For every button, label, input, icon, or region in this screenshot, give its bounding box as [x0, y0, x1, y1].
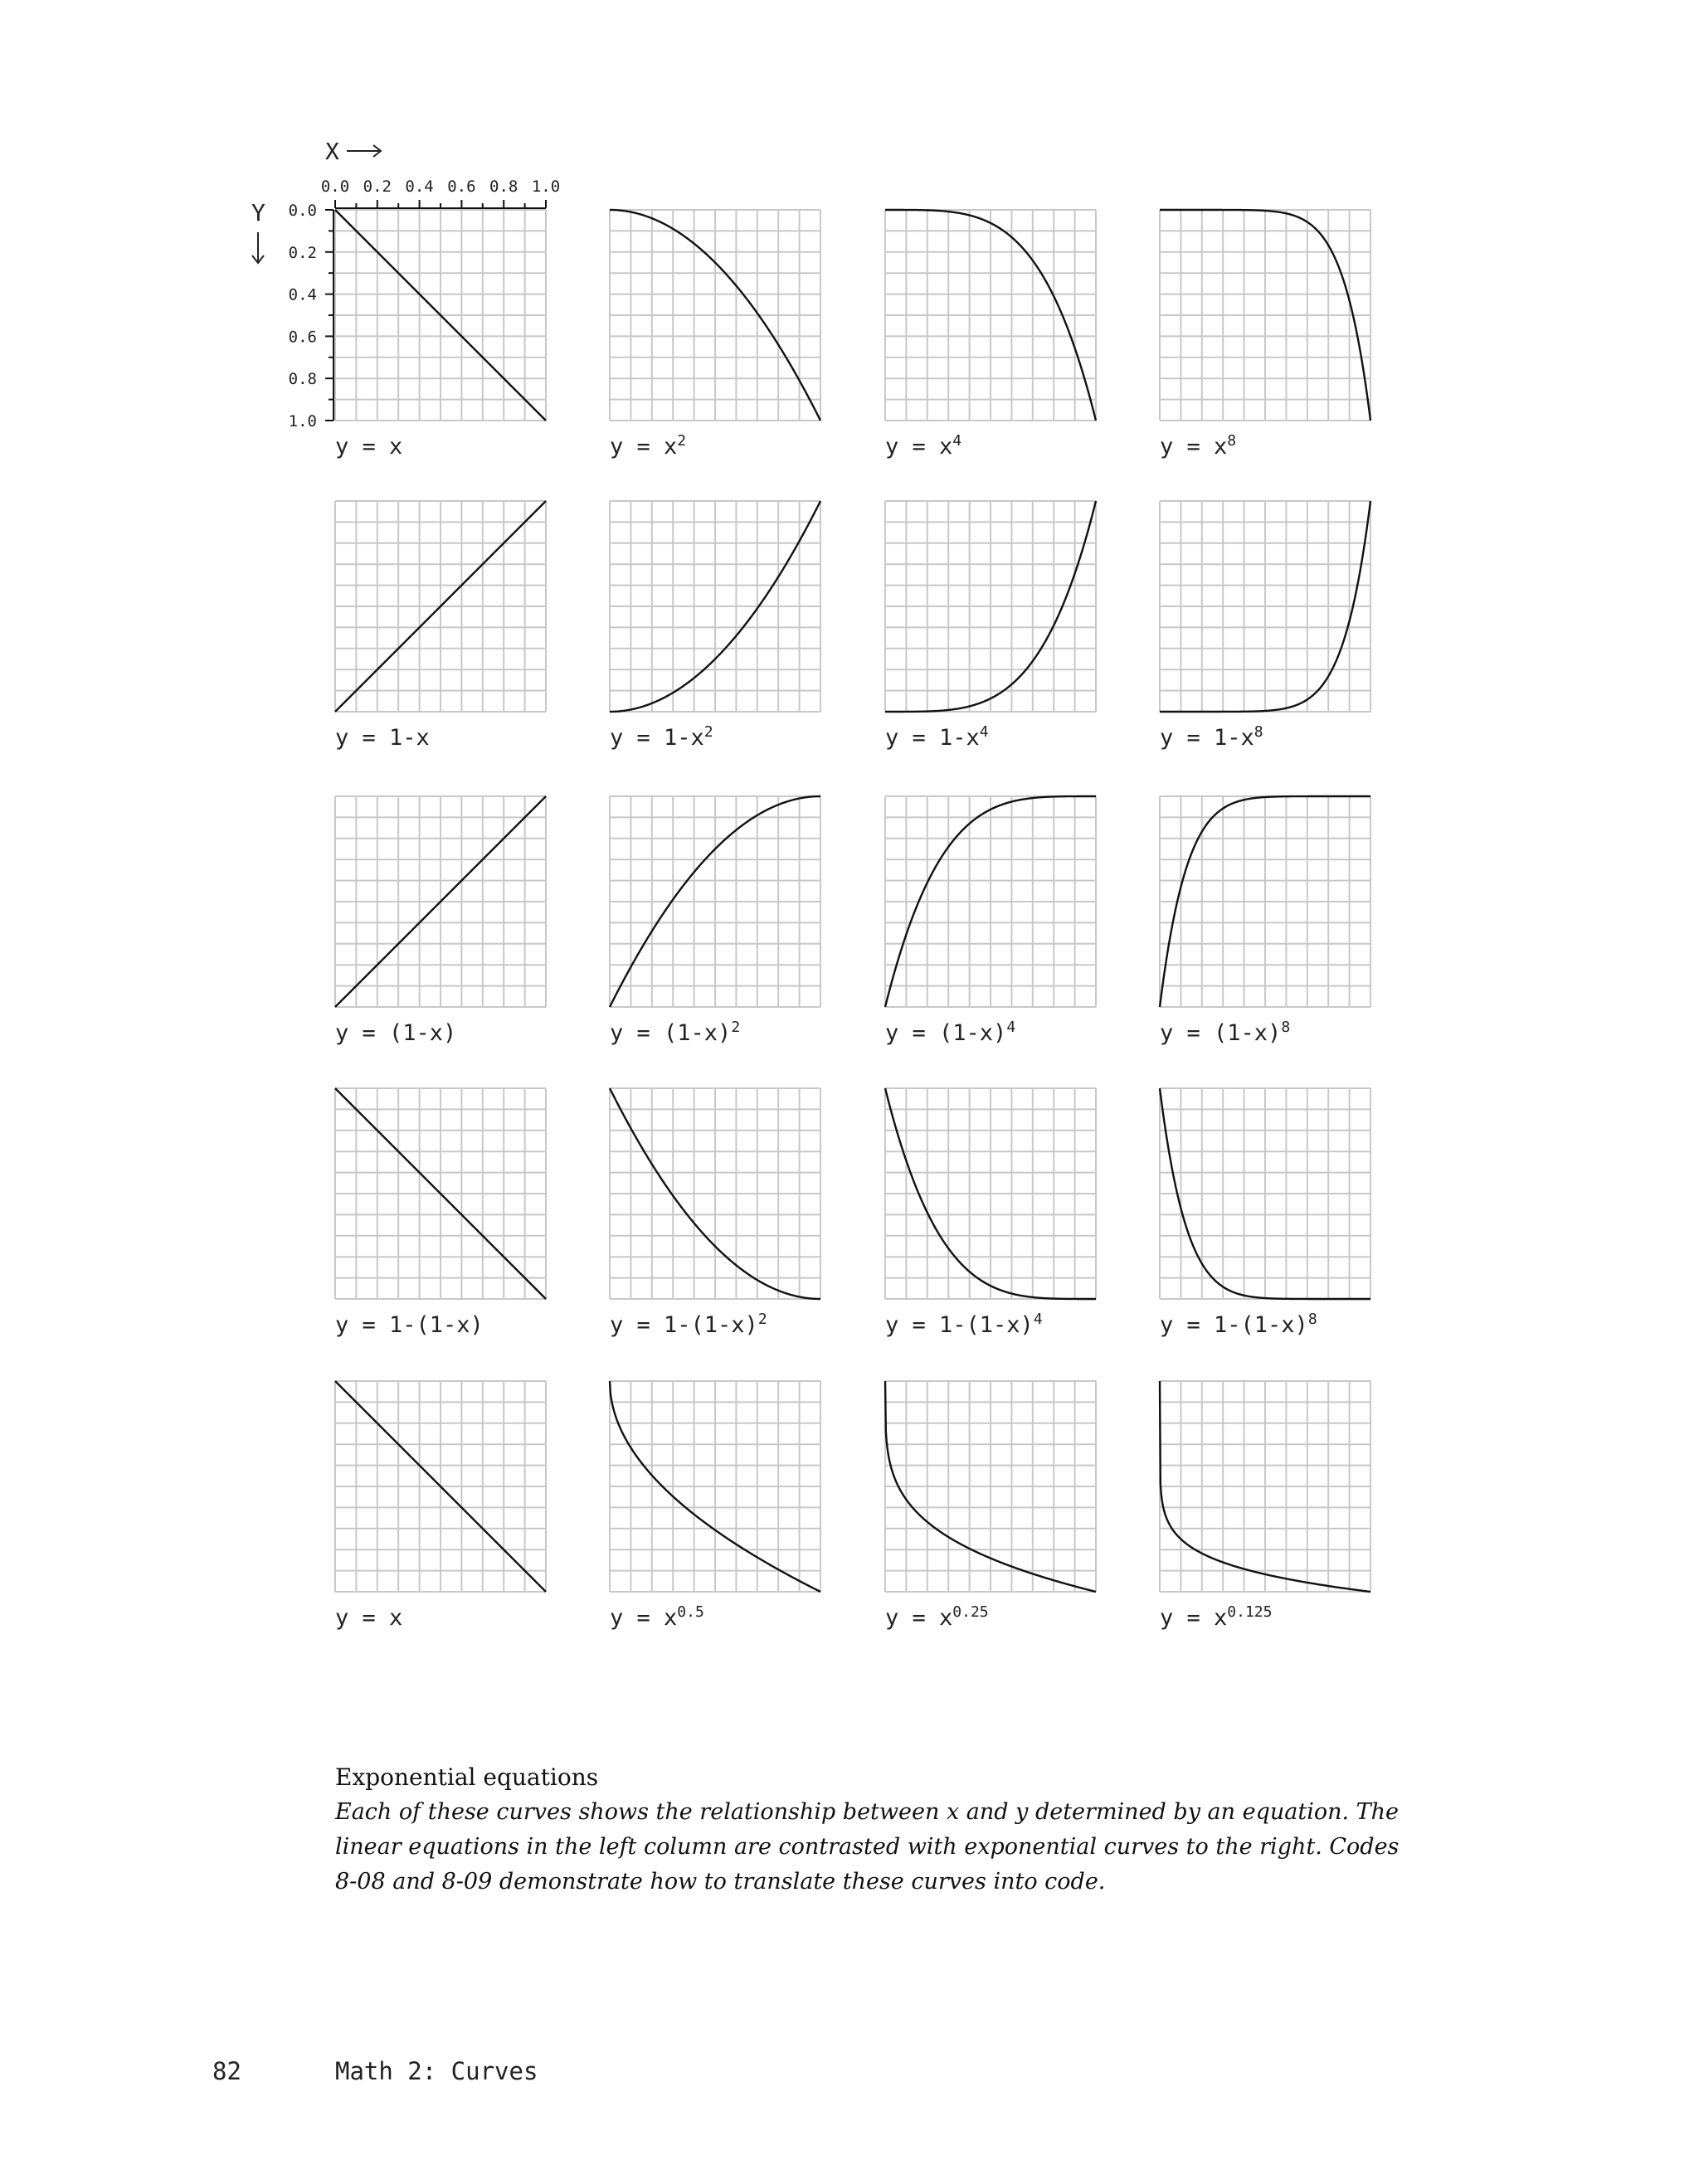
- equation-base: y = x: [1160, 434, 1228, 460]
- equation-base: y = x: [885, 1605, 953, 1631]
- equation-base: y = (1-x): [335, 1020, 457, 1046]
- curve-panel: [335, 1381, 546, 1631]
- equation-exponent: 0.5: [677, 1603, 704, 1621]
- y-tick-label: 0.6: [288, 328, 317, 347]
- curve-panel: [610, 1381, 820, 1631]
- equation-base: y = 1-x: [1160, 725, 1254, 751]
- equation-label: [885, 723, 989, 752]
- equation-exponent: 0.125: [1227, 1603, 1273, 1621]
- caption-body: Each of these curves shows the relationship between x and y determined by an equation. The linear equations in the left column are contrasted with exponential curves to the right. Codes 8-08 and 8-09 demonstrate how to translate these curves into code.: [335, 1799, 1400, 1895]
- equation-base: y = x: [885, 434, 953, 460]
- equation-base: y = 1-x: [885, 725, 980, 751]
- equation-base: y = 1-x: [610, 725, 704, 751]
- x-tick-label: 0.8: [489, 178, 518, 196]
- y-tick-label: 0.4: [288, 285, 317, 304]
- equation-label: [610, 723, 713, 752]
- y-tick-label: 0.0: [288, 202, 317, 220]
- equation-base: y = x: [335, 1605, 403, 1631]
- x-tick-label: 0.6: [447, 178, 476, 196]
- running-title: Math 2: Curves: [335, 2057, 538, 2085]
- equation-exponent: 4: [979, 722, 989, 741]
- equation-label: [335, 1605, 402, 1631]
- curve-panel: [1160, 210, 1370, 460]
- x-tick-label: 0.4: [405, 178, 434, 196]
- equation-label: [885, 432, 961, 460]
- equation-base: y = x: [1160, 1605, 1228, 1631]
- equation-base: y = 1-x: [335, 725, 430, 751]
- equation-label: [885, 1603, 989, 1632]
- equation-label: [1160, 723, 1263, 752]
- equation-exponent: 4: [1033, 1310, 1043, 1328]
- equation-exponent: 8: [1307, 1310, 1317, 1328]
- equation-base: y = x: [610, 1605, 678, 1631]
- curve-panel: [1160, 1381, 1370, 1631]
- y-axis-label: Y: [251, 199, 265, 226]
- equation-label: [1160, 1603, 1272, 1632]
- equation-exponent: 2: [703, 722, 713, 741]
- y-tick-label: 1.0: [288, 412, 317, 430]
- equation-label: [1160, 1019, 1290, 1047]
- curve-panel: [885, 1381, 1096, 1631]
- x-axis-label: X: [325, 138, 339, 165]
- page-number: 82: [212, 2057, 241, 2085]
- x-tick-label: 0.0: [320, 178, 350, 196]
- x-tick-label: 1.0: [531, 178, 561, 196]
- curve-panel: [1160, 1088, 1370, 1338]
- y-tick-label: 0.2: [288, 243, 317, 262]
- equation-exponent: 0.25: [952, 1603, 989, 1621]
- equation-label: [335, 1312, 484, 1338]
- curve-panel: [610, 796, 820, 1046]
- equation-label: [885, 1311, 1043, 1339]
- curve-panel: [335, 501, 546, 751]
- equation-exponent: 8: [1254, 722, 1263, 741]
- curve-panel: [1160, 501, 1370, 751]
- equation-exponent: 4: [1006, 1018, 1016, 1036]
- equation-base: y = 1-(1-x): [885, 1312, 1034, 1338]
- equation-label: [335, 434, 402, 460]
- curve-panel: [610, 1088, 820, 1338]
- equation-exponent: 2: [731, 1018, 741, 1036]
- equation-label: [610, 1311, 767, 1339]
- equation-label: [335, 1020, 456, 1046]
- curve-panel: [885, 796, 1096, 1046]
- equation-base: y = 1-(1-x): [335, 1312, 484, 1338]
- equation-label: [610, 1603, 704, 1632]
- curve-panel: [885, 210, 1096, 460]
- curve-panel: [335, 210, 546, 460]
- caption-title: Exponential equations: [335, 1763, 599, 1791]
- equation-base: y = (1-x): [885, 1020, 1007, 1046]
- equation-base: y = 1-(1-x): [1160, 1312, 1308, 1338]
- equation-label: [885, 1019, 1015, 1047]
- equation-label: [610, 1019, 740, 1047]
- x-tick-label: 0.2: [363, 178, 392, 196]
- equation-base: y = (1-x): [1160, 1020, 1282, 1046]
- equation-exponent: 2: [757, 1310, 767, 1328]
- y-tick-label: 0.8: [288, 370, 317, 389]
- equation-exponent: 4: [952, 431, 962, 450]
- equation-label: [1160, 432, 1236, 460]
- equation-label: [335, 725, 430, 751]
- curve-panel: [885, 1088, 1096, 1338]
- equation-base: y = x: [610, 434, 678, 460]
- axes-guide: [251, 138, 560, 430]
- figure-caption: [335, 1760, 1405, 1899]
- equation-label: [610, 432, 686, 460]
- curve-panel: [335, 1088, 546, 1338]
- equation-exponent: 8: [1227, 431, 1237, 450]
- equation-label: [1160, 1311, 1317, 1339]
- equation-base: y = x: [335, 434, 403, 460]
- equation-exponent: 2: [677, 431, 687, 450]
- curve-panel: [335, 796, 546, 1046]
- equation-base: y = 1-(1-x): [610, 1312, 758, 1338]
- equation-base: y = (1-x): [610, 1020, 732, 1046]
- curve-panel: [610, 501, 820, 751]
- equation-exponent: 8: [1281, 1018, 1291, 1036]
- curve-panel: [885, 501, 1096, 751]
- curve-panel: [1160, 796, 1370, 1046]
- curve-panel: [610, 210, 820, 460]
